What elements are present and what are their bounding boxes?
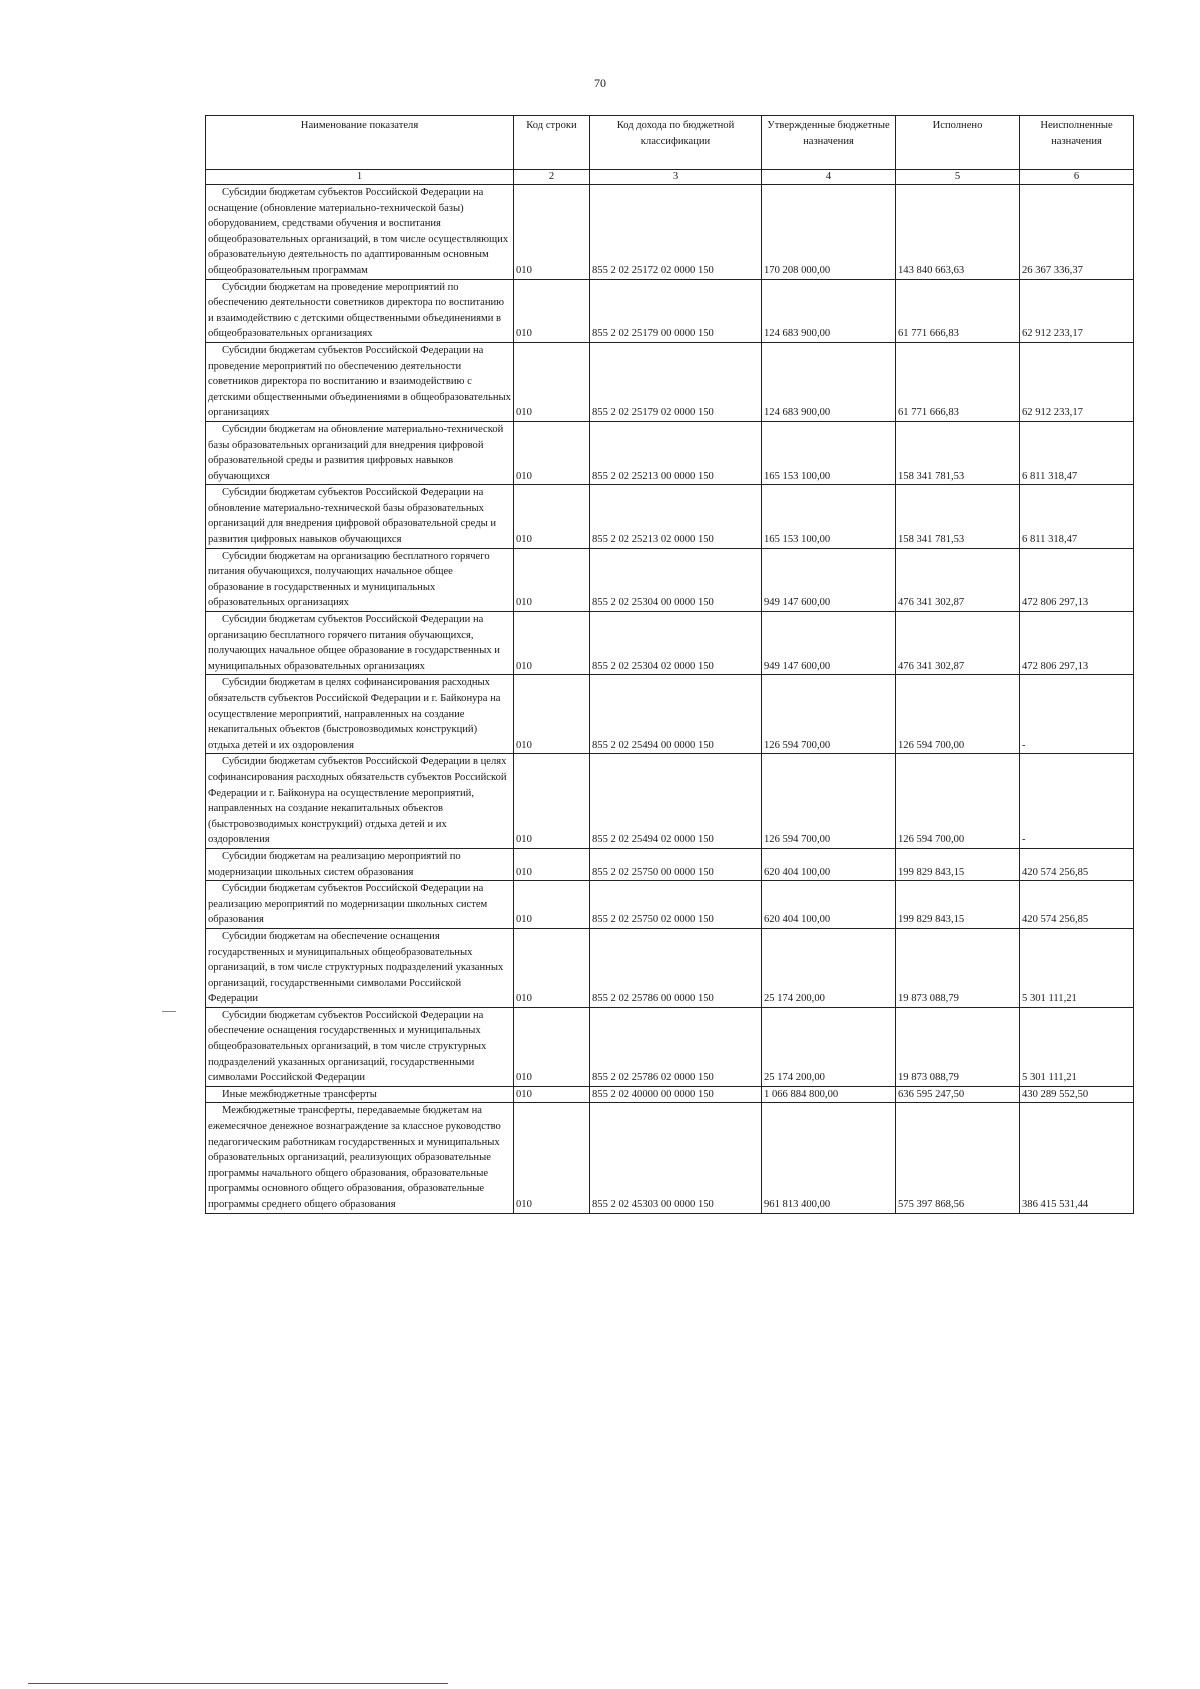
indicator-name-text: Субсидии бюджетам субъектов Российской Федерации на обновление материально-технической базы образовательных организаций для внедрения цифровой образовательной среды и развития цифровых навыков обучающихся xyxy=(208,487,497,546)
indicator-name xyxy=(206,279,514,342)
indicator-name-text: Субсидии бюджетам субъектов Российской Федерации на оснащение (обновление материально-технической базы) оборудованием, средствами обучения и воспитания общеобразовательных организаций, в том числе осуществляющих образовательную деятельность по адаптированным основным общеобразовательным программам xyxy=(208,187,509,276)
approved-cell: 949 147 600,00 xyxy=(762,548,896,611)
executed-cell: 158 341 781,53 xyxy=(896,421,1020,484)
indicator-name xyxy=(206,1103,514,1213)
column-number: 6 xyxy=(1020,170,1134,185)
indicator-name xyxy=(206,485,514,548)
line-code-cell: 010 xyxy=(514,848,590,880)
indicator-name-text: Субсидии бюджетам на организацию бесплатного горячего питания обучающихся, получающих начальное общее образование в государственных и муниципальных образовательных организациях xyxy=(208,550,490,609)
executed-cell: 476 341 302,87 xyxy=(896,548,1020,611)
line-code-cell: 010 xyxy=(514,342,590,421)
header-executed: Исполнено xyxy=(896,116,1020,170)
income-code-cell: 855 2 02 25213 00 0000 150 xyxy=(590,421,762,484)
unexecuted-cell: 386 415 531,44 xyxy=(1020,1103,1134,1213)
line-code-cell: 010 xyxy=(514,279,590,342)
income-code-cell: 855 2 02 25494 00 0000 150 xyxy=(590,675,762,754)
executed-cell: 19 873 088,79 xyxy=(896,928,1020,1007)
indicator-name xyxy=(206,612,514,675)
income-code-cell: 855 2 02 25786 02 0000 150 xyxy=(590,1007,762,1086)
approved-cell: 961 813 400,00 xyxy=(762,1103,896,1213)
column-number: 3 xyxy=(590,170,762,185)
unexecuted-cell: 6 811 318,47 xyxy=(1020,485,1134,548)
table-row xyxy=(206,1086,1134,1103)
approved-cell: 124 683 900,00 xyxy=(762,279,896,342)
unexecuted-cell: 420 574 256,85 xyxy=(1020,848,1134,880)
indicator-name xyxy=(206,421,514,484)
table-row xyxy=(206,928,1134,1007)
unexecuted-cell: 62 912 233,17 xyxy=(1020,279,1134,342)
approved-cell: 620 404 100,00 xyxy=(762,881,896,929)
executed-cell: 61 771 666,83 xyxy=(896,279,1020,342)
line-code-cell: 010 xyxy=(514,1086,590,1103)
line-code-cell: 010 xyxy=(514,548,590,611)
income-code-cell: 855 2 02 25494 02 0000 150 xyxy=(590,754,762,849)
indicator-name-text: Субсидии бюджетам на обеспечение оснащения государственных и муниципальных общеобразовательных организаций, в том числе структурных подразделений указанных организаций, государственными символами Российской Федерации xyxy=(208,930,504,1005)
line-code-cell: 010 xyxy=(514,185,590,280)
page-number: 70 xyxy=(594,76,606,90)
indicator-name xyxy=(206,675,514,754)
table-row xyxy=(206,548,1134,611)
table-row xyxy=(206,675,1134,754)
column-number: 4 xyxy=(762,170,896,185)
unexecuted-cell: - xyxy=(1020,675,1134,754)
executed-cell: 199 829 843,15 xyxy=(896,881,1020,929)
table-row xyxy=(206,421,1134,484)
income-code-cell: 855 2 02 45303 00 0000 150 xyxy=(590,1103,762,1213)
income-code-cell: 855 2 02 40000 00 0000 150 xyxy=(590,1086,762,1103)
indicator-name-text: Субсидии бюджетам субъектов Российской Федерации в целях софинансирования расходных обязательств субъектов Российской Федерации и г. Байконура на осуществление мероприятий, направленных на создание некапитальных объектов (быстровозводимых конструкций) отдыха детей и их оздоровления xyxy=(208,756,507,846)
income-code-cell: 855 2 02 25172 02 0000 150 xyxy=(590,185,762,280)
indicator-name-text: Субсидии бюджетам на реализацию мероприятий по модернизации школьных систем образования xyxy=(208,850,461,878)
approved-cell: 949 147 600,00 xyxy=(762,612,896,675)
approved-cell: 25 174 200,00 xyxy=(762,1007,896,1086)
table-row xyxy=(206,881,1134,929)
line-code-cell: 010 xyxy=(514,675,590,754)
line-code-cell: 010 xyxy=(514,485,590,548)
executed-cell: 61 771 666,83 xyxy=(896,342,1020,421)
indicator-name-text: Субсидии бюджетам в целях софинансирования расходных обязательств субъектов Российской Федерации и г. Байконура на осуществление мероприятий, направленных на создание некапитальных объектов (быстровозводимых конструкций) отдыха детей и их оздоровления xyxy=(208,677,501,751)
indicator-name-text: Субсидии бюджетам на обновление материально-технической базы образовательных организаций для внедрения цифровой образовательной среды и развития цифровых навыков обучающихся xyxy=(208,423,504,482)
table-row xyxy=(206,612,1134,675)
approved-cell: 1 066 884 800,00 xyxy=(762,1086,896,1103)
indicator-name xyxy=(206,1086,514,1103)
table-row xyxy=(206,185,1134,280)
approved-cell: 620 404 100,00 xyxy=(762,848,896,880)
executed-cell: 636 595 247,50 xyxy=(896,1086,1020,1103)
income-code-cell: 855 2 02 25304 00 0000 150 xyxy=(590,548,762,611)
line-code-cell: 010 xyxy=(514,928,590,1007)
executed-cell: 126 594 700,00 xyxy=(896,675,1020,754)
column-number: 5 xyxy=(896,170,1020,185)
scan-margin-mark xyxy=(162,1011,176,1012)
executed-cell: 158 341 781,53 xyxy=(896,485,1020,548)
indicator-name-text: Иные межбюджетные трансферты xyxy=(222,1088,377,1100)
table-row xyxy=(206,342,1134,421)
indicator-name xyxy=(206,848,514,880)
income-code-cell: 855 2 02 25179 02 0000 150 xyxy=(590,342,762,421)
column-number: 2 xyxy=(514,170,590,185)
unexecuted-cell: 26 367 336,37 xyxy=(1020,185,1134,280)
executed-cell: 199 829 843,15 xyxy=(896,848,1020,880)
column-numbers-row xyxy=(206,170,1134,185)
approved-cell: 126 594 700,00 xyxy=(762,675,896,754)
executed-cell: 143 840 663,63 xyxy=(896,185,1020,280)
table-row xyxy=(206,754,1134,849)
indicator-name-text: Субсидии бюджетам субъектов Российской Федерации на реализацию мероприятий по модернизации школьных систем образования xyxy=(208,883,488,926)
indicator-name xyxy=(206,881,514,929)
table-row xyxy=(206,279,1134,342)
indicator-name-text: Субсидии бюджетам субъектов Российской Федерации на обеспечение оснащения государственных и муниципальных общеобразовательных организаций, в том числе структурных подразделений указанных организаций, государственными символами Российской Федерации xyxy=(208,1009,487,1084)
unexecuted-cell: 6 811 318,47 xyxy=(1020,421,1134,484)
income-code-cell: 855 2 02 25304 02 0000 150 xyxy=(590,612,762,675)
executed-cell: 19 873 088,79 xyxy=(896,1007,1020,1086)
budget-execution-table xyxy=(205,115,1134,1214)
footer-rule xyxy=(28,1683,448,1684)
indicator-name-text: Субсидии бюджетам на проведение мероприятий по обеспечению деятельности советников директора по воспитанию и взаимодействию с детскими общественными объединениями в общеобразовательных организациях xyxy=(208,281,505,340)
income-code-cell: 855 2 02 25179 00 0000 150 xyxy=(590,279,762,342)
approved-cell: 165 153 100,00 xyxy=(762,421,896,484)
approved-cell: 165 153 100,00 xyxy=(762,485,896,548)
table-row xyxy=(206,848,1134,880)
line-code-cell: 010 xyxy=(514,1103,590,1213)
approved-cell: 124 683 900,00 xyxy=(762,342,896,421)
table-row xyxy=(206,1007,1134,1086)
header-indicator-name: Наименование показателя xyxy=(206,116,514,170)
income-code-cell: 855 2 02 25786 00 0000 150 xyxy=(590,928,762,1007)
executed-cell: 476 341 302,87 xyxy=(896,612,1020,675)
table-row xyxy=(206,485,1134,548)
indicator-name xyxy=(206,548,514,611)
approved-cell: 126 594 700,00 xyxy=(762,754,896,849)
line-code-cell: 010 xyxy=(514,881,590,929)
approved-cell: 170 208 000,00 xyxy=(762,185,896,280)
income-code-cell: 855 2 02 25213 02 0000 150 xyxy=(590,485,762,548)
indicator-name xyxy=(206,342,514,421)
header-line-code: Код строки xyxy=(514,116,590,170)
line-code-cell: 010 xyxy=(514,421,590,484)
unexecuted-cell: 472 806 297,13 xyxy=(1020,612,1134,675)
income-code-cell: 855 2 02 25750 02 0000 150 xyxy=(590,881,762,929)
indicator-name xyxy=(206,1007,514,1086)
table-header-row xyxy=(206,116,1134,170)
unexecuted-cell: 62 912 233,17 xyxy=(1020,342,1134,421)
unexecuted-cell: 472 806 297,13 xyxy=(1020,548,1134,611)
executed-cell: 126 594 700,00 xyxy=(896,754,1020,849)
header-unexecuted: Неисполненные назначения xyxy=(1020,116,1134,170)
line-code-cell: 010 xyxy=(514,1007,590,1086)
line-code-cell: 010 xyxy=(514,754,590,849)
indicator-name xyxy=(206,185,514,280)
header-income-code: Код дохода по бюджетной классификации xyxy=(590,116,762,170)
unexecuted-cell: 430 289 552,50 xyxy=(1020,1086,1134,1103)
unexecuted-cell: 420 574 256,85 xyxy=(1020,881,1134,929)
indicator-name xyxy=(206,928,514,1007)
indicator-name-text: Субсидии бюджетам субъектов Российской Федерации на организацию бесплатного горячего питания обучающихся, получающих начальное общее образование в государственных и муниципальных образовательных организациях xyxy=(208,614,500,672)
unexecuted-cell: - xyxy=(1020,754,1134,849)
indicator-name xyxy=(206,754,514,849)
indicator-name-text: Субсидии бюджетам субъектов Российской Федерации на проведение мероприятий по обеспечению деятельности советников директора по воспитанию и взаимодействию с детскими общественными объединениями в общеобразовательных организациях xyxy=(208,344,511,419)
line-code-cell: 010 xyxy=(514,612,590,675)
indicator-name-text: Межбюджетные трансферты, передаваемые бюджетам на ежемесячное денежное вознаграждение за классное руководство педагогическим работникам государственных и муниципальных образовательных организаций, реализующих образовательные программы начального общего образования, образовательные программы основного общего образования, образовательные программы среднего общего образования xyxy=(208,1105,501,1210)
unexecuted-cell: 5 301 111,21 xyxy=(1020,1007,1134,1086)
unexecuted-cell: 5 301 111,21 xyxy=(1020,928,1134,1007)
approved-cell: 25 174 200,00 xyxy=(762,928,896,1007)
income-code-cell: 855 2 02 25750 00 0000 150 xyxy=(590,848,762,880)
column-number: 1 xyxy=(206,170,514,185)
executed-cell: 575 397 868,56 xyxy=(896,1103,1020,1213)
header-approved: Утвержденные бюджетные назначения xyxy=(762,116,896,170)
table-row xyxy=(206,1103,1134,1213)
